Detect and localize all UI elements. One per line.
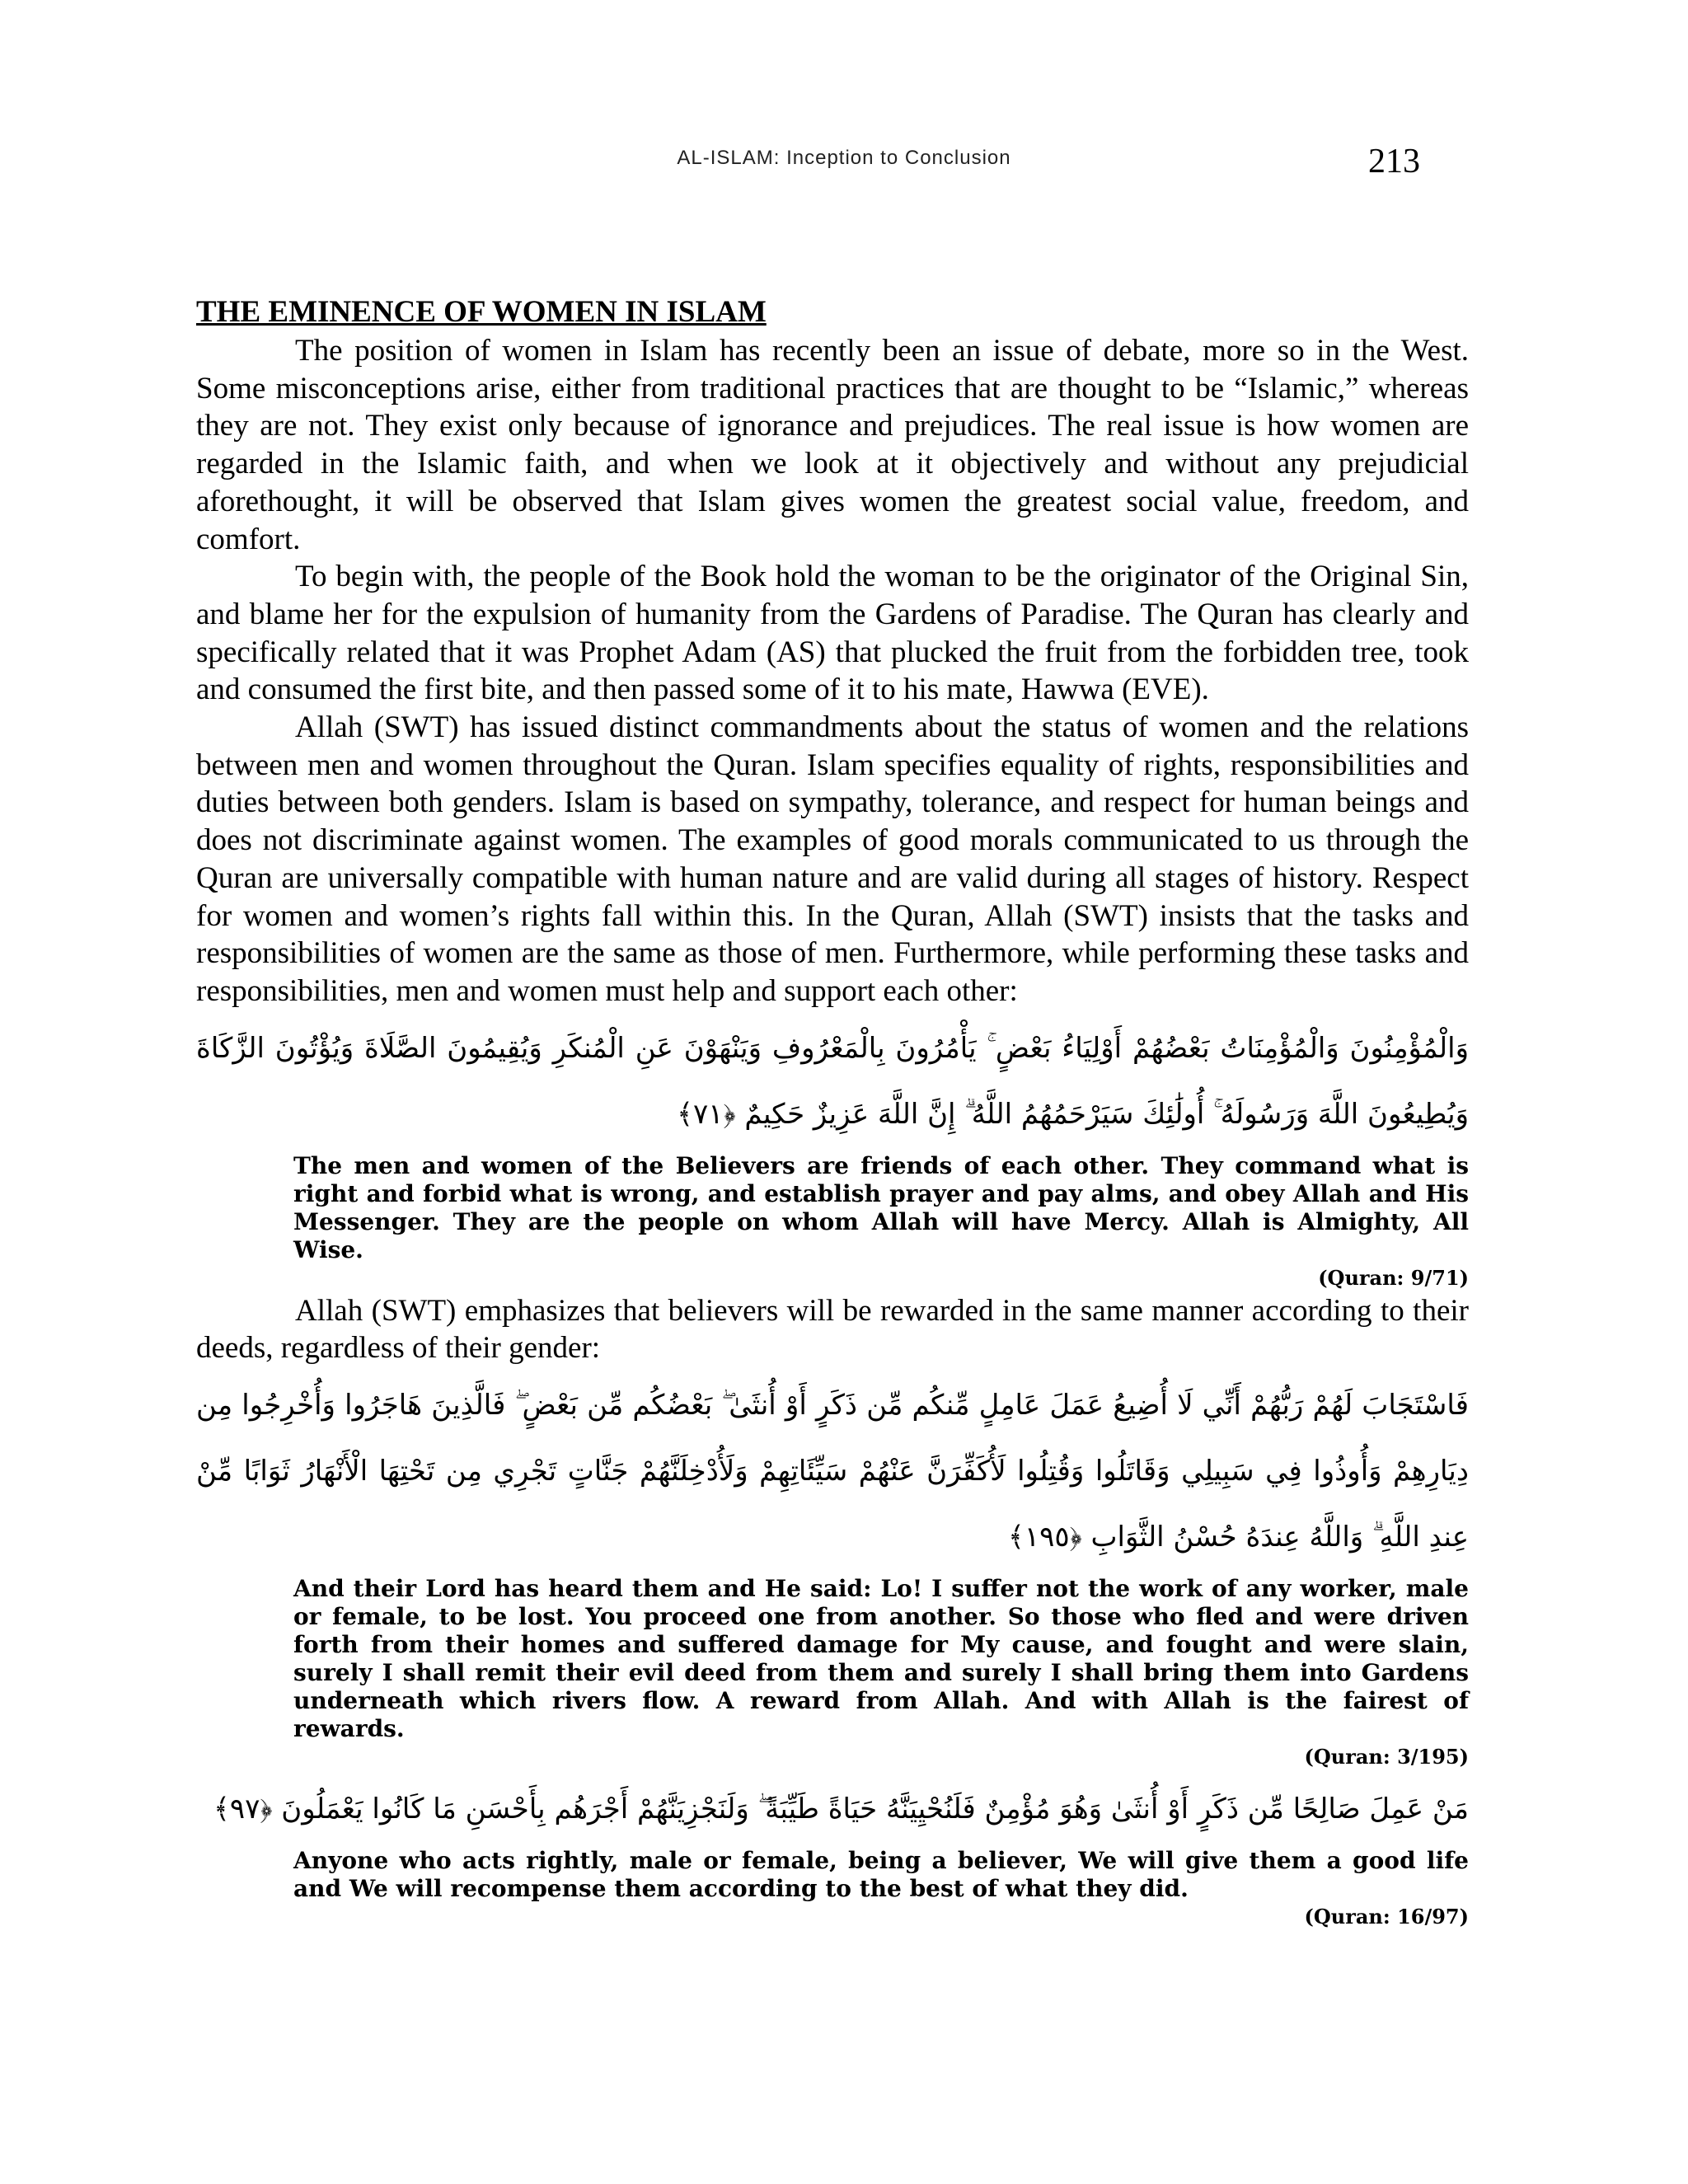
section-heading: THE EMINENCE OF WOMEN IN ISLAM [196,295,767,329]
quran-verse-arabic: مَنْ عَمِلَ صَالِحًا مِّن ذَكَرٍ أَوْ أُنثَىٰ وَهُوَ مُؤْمِنٌ فَلَنُحْيِيَنَّهُ حَيَاةً طَيِّبَةً ۖ وَلَنَجْزِيَنَّهُمْ أَجْرَهُم بِأَحْسَنِ مَا كَانُوا يَعْمَلُونَ ﴿٩٧﴾ [213,1793,1469,1826]
verse-citation: (Quran: 9/71) [1318,1265,1469,1290]
body-paragraph: Allah (SWT) has issued distinct commandments about the status of women and the relations between men and women throughout the Quran. Islam specifies equality of rights, responsibilities and duties between both genders. Islam is based on sympathy, tolerance, and respect for human beings and does not discriminate against women. The examples of good morals communicated to us through the Quran are universally compatible with human nature and are valid during all stages of history. Respect for women and women’s rights fall within this. In the Quran, Allah (SWT) insists that the tasks and responsibilities of women are the same as those of men. Furthermore, while performing these tasks and responsibilities, men and women must help and support each other: [196,710,1469,1008]
quran-verse-arabic: وَالْمُؤْمِنُونَ وَالْمُؤْمِنَاتُ بَعْضُهُمْ أَوْلِيَاءُ بَعْضٍ ۚ يَأْمُرُونَ بِالْمَعْرُوفِ وَيَنْهَوْنَ عَنِ الْمُنكَرِ وَيُقِيمُونَ الصَّلَاةَ وَيُؤْتُونَ الزَّكَاةَ وَيُطِيعُونَ اللَّهَ وَرَسُولَهُ ۚ أُولَٰئِكَ سَيَرْحَمُهُمُ اللَّهُ ۗ إِنَّ اللَّهَ عَزِيزٌ حَكِيمٌ ﴿٧١﴾ [196,1031,1469,1131]
page-body [196,293,1469,1931]
running-header: AL-ISLAM: Inception to Conclusion [677,147,1011,169]
verse-translation: And their Lord has heard them and He said: Lo! I suffer not the work of any worker, male or female, to be lost. You proceed one from another. So those who fled and were driven forth from their homes and suffered damage for My cause, and fought and were slain, surely I shall remit their evil deed from them and surely I shall bring them into Gardens underneath which rivers flow. A reward from Allah. And with Allah is the fairest of rewards. [293,1575,1469,1743]
body-paragraph: The position of women in Islam has recently been an issue of debate, more so in the West. Some misconceptions arise, either from traditional practices that are thought to be “Islamic,” whereas they are not. They exist only because of ignorance and prejudices. The real issue is how women are regarded in the Islamic faith, and when we look at it objectively and without any prejudicial aforethought, it will be observed that Islam gives women the greatest social value, freedom, and comfort. [196,334,1469,556]
page-number: 213 [1368,143,1420,180]
verse-translation: The men and women of the Believers are friends of each other. They command what is right and forbid what is wrong, and establish prayer and pay alms, and obey Allah and His Messenger. They are the people on whom Allah will have Mercy. Allah is Almighty, All Wise. [293,1151,1469,1263]
verse-citation: (Quran: 16/97) [1304,1905,1469,1929]
quran-verse-arabic: فَاسْتَجَابَ لَهُمْ رَبُّهُمْ أَنِّي لَا أُضِيعُ عَمَلَ عَامِلٍ مِّنكُم مِّن ذَكَرٍ أَوْ أُنثَىٰ ۖ بَعْضُكُم مِّن بَعْضٍ ۖ فَالَّذِينَ هَاجَرُوا وَأُخْرِجُوا مِن دِيَارِهِمْ وَأُوذُوا فِي سَبِيلِي وَقَاتَلُوا وَقُتِلُوا لَأُكَفِّرَنَّ عَنْهُمْ سَيِّئَاتِهِمْ وَلَأُدْخِلَنَّهُمْ جَنَّاتٍ تَجْرِي مِن تَحْتِهَا الْأَنْهَارُ ثَوَابًا مِّنْ عِندِ اللَّهِ ۗ وَاللَّهُ عِندَهُ حُسْنُ الثَّوَابِ ﴿١٩٥﴾ [196,1389,1469,1554]
body-paragraph: Allah (SWT) emphasizes that believers will be rewarded in the same manner according to their deeds, regardless of their gender: [196,1293,1469,1366]
verse-citation: (Quran: 3/195) [1304,1745,1469,1769]
verse-translation: Anyone who acts rightly, male or female, being a believer, We will give them a good life and We will recompense them according to the best of what they did. [293,1847,1469,1903]
body-paragraph: To begin with, the people of the Book hold the woman to be the originator of the Original Sin, and blame her for the expulsion of humanity from the Gardens of Paradise. The Quran has clearly and specifically related that it was Prophet Adam (AS) that plucked the fruit from the forbidden tree, took and consumed the first bite, and then passed some of it to his mate, Hawwa (EVE). [196,560,1469,707]
